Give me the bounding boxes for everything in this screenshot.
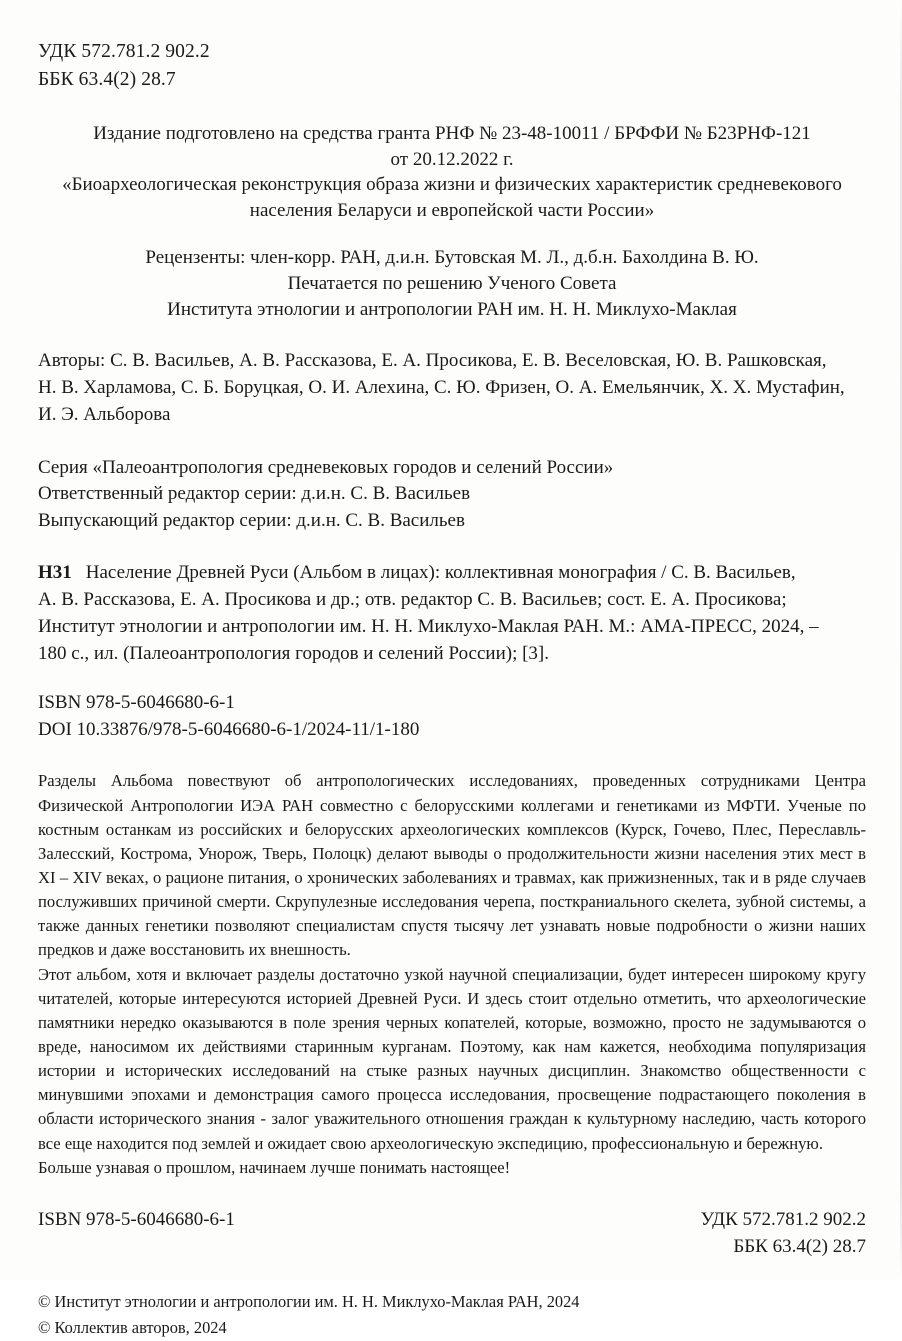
grant-line-3: «Биоархеологическая реконструкция образа жизни и физических характеристик средневекового — [62, 174, 842, 196]
footer-udk-code: УДК 572.781.2 902.2 — [700, 1208, 866, 1230]
authors-line-3: И. Э. Альборова — [38, 403, 171, 425]
reviewers-statement — [38, 245, 866, 322]
footer-isbn: ISBN 978-5-6046680-6-1 — [38, 1208, 235, 1230]
series-title: Серия «Палеоантропология средневековых городов и селений России» — [38, 456, 614, 478]
annotation-paragraph-2: Этот альбом, хотя и включает разделы достаточно узкой научной специализации, будет интересен широкому кругу читателей, которые интересуются историей Древней Руси. И здесь стоит отдельно отметить, что археологические памятники нередко оказываются в поле зрения черных копателей, которые, возможно, просто не задумываются о вреде, наносимом их действиями старинным курганам. Поэтому, как нам кажется, необходима популяризация истории и исторических исследований на стыке разных научных дисциплин. Знакомство общественности с минувшими эпохами и демонстрация самого процесса исследования, просвещение подрастающего поколения в области исторического знания - залог уважительного отношения граждан к культурному наследию, часть которого все еще находится под землей и ожидает свою археологическую экспедицию, профессиональную и бережную. — [38, 964, 866, 1153]
footer-bbk-code: ББК 63.4(2) 28.7 — [733, 1235, 866, 1257]
catalogue-record — [38, 560, 866, 668]
catalogue-line-3: Институт этнологии и антропологии им. Н. Н. Миклухо-Маклая РАН. М.: АМА-ПРЕСС, 2024, – — [38, 616, 819, 638]
classification-codes — [38, 38, 866, 93]
footer-classification-codes — [701, 1207, 866, 1261]
series-managing-editor: Ответственный редактор серии: д.и.н. С. В. Васильев — [38, 483, 471, 505]
approval-line-2: Института этнологии и антропологии РАН им. Н. Н. Миклухо-Маклая — [167, 298, 737, 320]
series-issuing-editor: Выпускающий редактор серии: д.и.н. С. В. Васильев — [38, 509, 465, 531]
copyright-block — [38, 1289, 866, 1341]
annotation-paragraph-3: Больше узнавая о прошлом, начинаем лучше понимать настоящее! — [38, 1157, 511, 1177]
series-info — [38, 455, 866, 535]
bbk-code: ББК 63.4(2) 28.7 — [38, 68, 176, 90]
catalogue-line-1: Население Древней Руси (Альбом в лицах): коллективная монография / С. В. Васильев, — [85, 562, 796, 584]
reviewers-line: Рецензенты: член-корр. РАН, д.и.н. Бутовская М. Л., д.б.н. Бахолдина В. Ю. — [145, 247, 759, 269]
footer-identifiers — [38, 1207, 866, 1261]
copyright-line-2: © Коллектив авторов, 2024 — [38, 1318, 227, 1337]
authors-list — [38, 348, 866, 429]
catalogue-line-2: А. В. Рассказова, Е. А. Просикова и др.; отв. редактор С. В. Васильев; сост. Е. А. Просикова; — [38, 589, 787, 611]
grant-line-1: Издание подготовлено на средства гранта РНФ № 23-48-10011 / БРФФИ № Б23РНФ-121 — [93, 123, 811, 145]
grant-line-4: населения Беларуси и европейской части России» — [249, 199, 655, 221]
authors-line-1: Авторы: С. В. Васильев, А. В. Рассказова, Е. А. Просикова, Е. В. Веселовская, Ю. В. Рашковская, — [38, 349, 827, 371]
udk-code: УДК 572.781.2 902.2 — [38, 41, 210, 62]
authors-line-2: Н. В. Харламова, С. Б. Боруцкая, О. И. Алехина, С. Ю. Фризен, О. А. Емельянчик, Х. Х. Мустафин, — [38, 376, 845, 398]
annotation-paragraph-1: Разделы Альбома повествуют об антропологических исследованиях, проведенных сотрудниками Центра Физической Антропологии ИЭА РАН совместно с белорусскими коллегами и генетиками из МФТИ. Ученые по костным останкам из российских и белорусских археологических комплексов (Курск, Гочево, Плес, Переславль-Залесский, Кострома, Унорож, Тверь, Полоцк) делают выводы о продолжительности жизни населения этих мест в XI – XIV веках, о рационе питания, о хронических заболеваниях и травмах, как прижизненных, так и в ряде случаев послуживших причиной смерти. Скрупулезные исследования черепа, посткраниального скелета, зубной системы, а также данных генетики позволяют специалистам спустя тысячу лет узнавать новые подробности о жизни наших предков и даже восстановить их внешность. — [38, 771, 866, 960]
catalogue-line-4: 180 с., ил. (Палеоантропология городов и селений России); [3]. — [38, 643, 550, 665]
copyright-line-1: © Институт этнологии и антропологии им. Н. Н. Миклухо-Маклая РАН, 2024 — [38, 1291, 580, 1311]
approval-line-1: Печатается по решению Ученого Совета — [287, 273, 617, 295]
catalogue-signature: Н31 — [38, 562, 72, 584]
grant-line-2: от 20.12.2022 г. — [390, 148, 514, 170]
identifier-block — [38, 690, 866, 743]
grant-statement — [38, 121, 866, 223]
isbn-value: ISBN 978-5-6046680-6-1 — [38, 692, 235, 714]
doi-value: DOI 10.33876/978-5-6046680-6-1/2024-11/1-180 — [38, 718, 420, 740]
annotation-text — [38, 769, 866, 1179]
page-content — [38, 0, 866, 1341]
